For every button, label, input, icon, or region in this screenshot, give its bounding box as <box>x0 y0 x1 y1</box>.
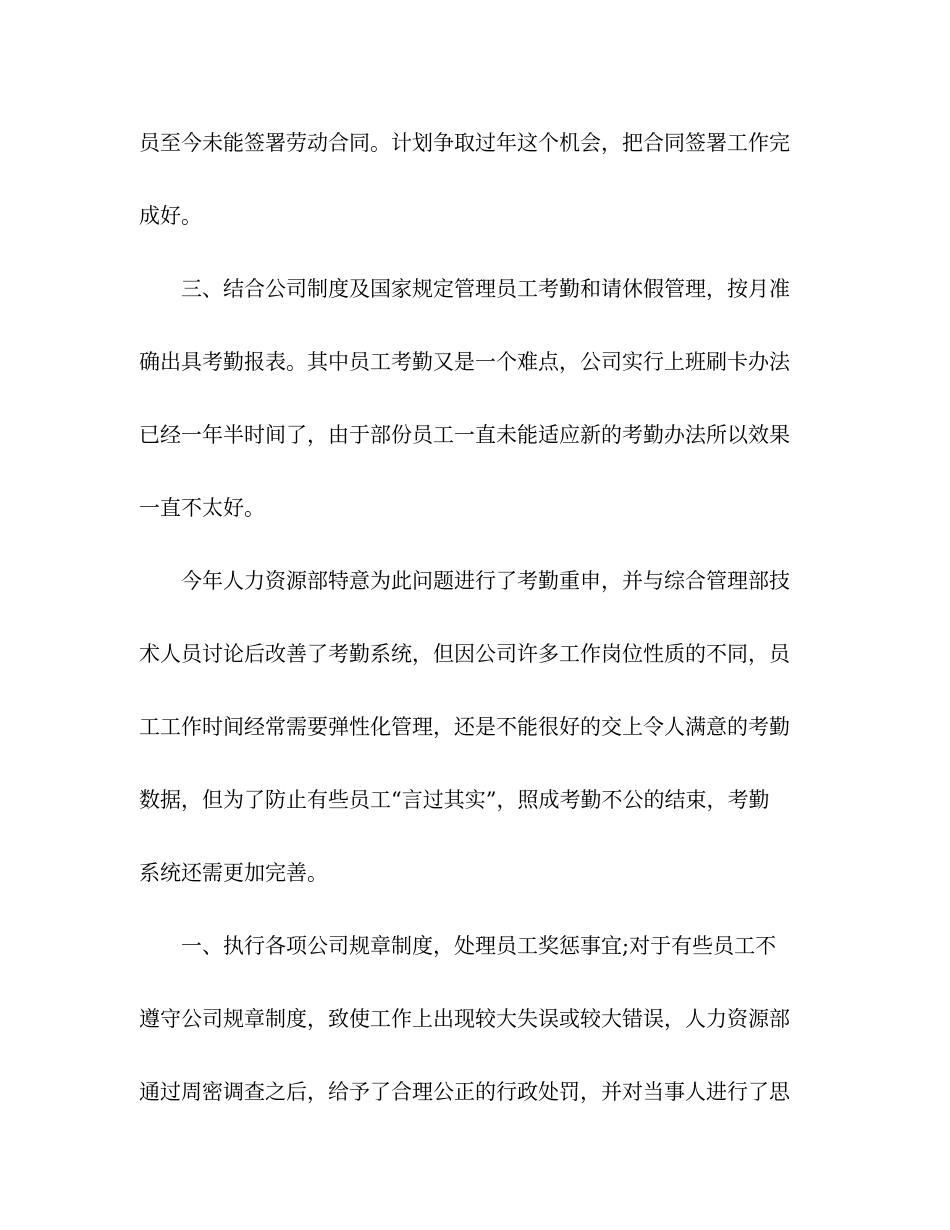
text-line: 数据，但为了防止有些员工“言过其实”，照成考勤不公的结束，考勤 <box>139 788 770 812</box>
text-line: 系统还需更加完善。 <box>139 861 328 885</box>
text-line: 一直不太好。 <box>139 496 265 520</box>
text-line: 术人员讨论后改善了考勤系统，但因公司许多工作岗位性质的不同，员 <box>139 642 790 666</box>
body-text <box>139 118 819 1140</box>
text-line: 已经一年半时间了，由于部份员工一直未能适应新的考勤办法所以效果 <box>139 423 790 447</box>
text-line: 通过周密调查之后，给予了合理公正的行政处罚，并对当事人进行了思 <box>139 1080 790 1104</box>
paragraph-start-line: 三、结合公司制度及国家规定管理员工考勤和请休假管理，按月准 <box>181 277 790 301</box>
paragraph-start-line: 一、执行各项公司规章制度，处理员工奖惩事宜;对于有些员工不 <box>181 934 777 958</box>
text-line: 工工作时间经常需要弹性化管理，还是不能很好的交上令人满意的考勤 <box>139 715 790 739</box>
text-line: 员至今未能签署劳动合同。计划争取过年这个机会，把合同签署工作完 <box>139 131 790 155</box>
text-line: 遵守公司规章制度，致使工作上出现较大失误或较大错误，人力资源部 <box>139 1007 790 1031</box>
paragraph-start-line: 今年人力资源部特意为此问题进行了考勤重申，并与综合管理部技 <box>181 569 790 593</box>
text-line: 确出具考勤报表。其中员工考勤又是一个难点，公司实行上班刷卡办法 <box>139 350 790 374</box>
text-line: 成好。 <box>139 204 202 228</box>
